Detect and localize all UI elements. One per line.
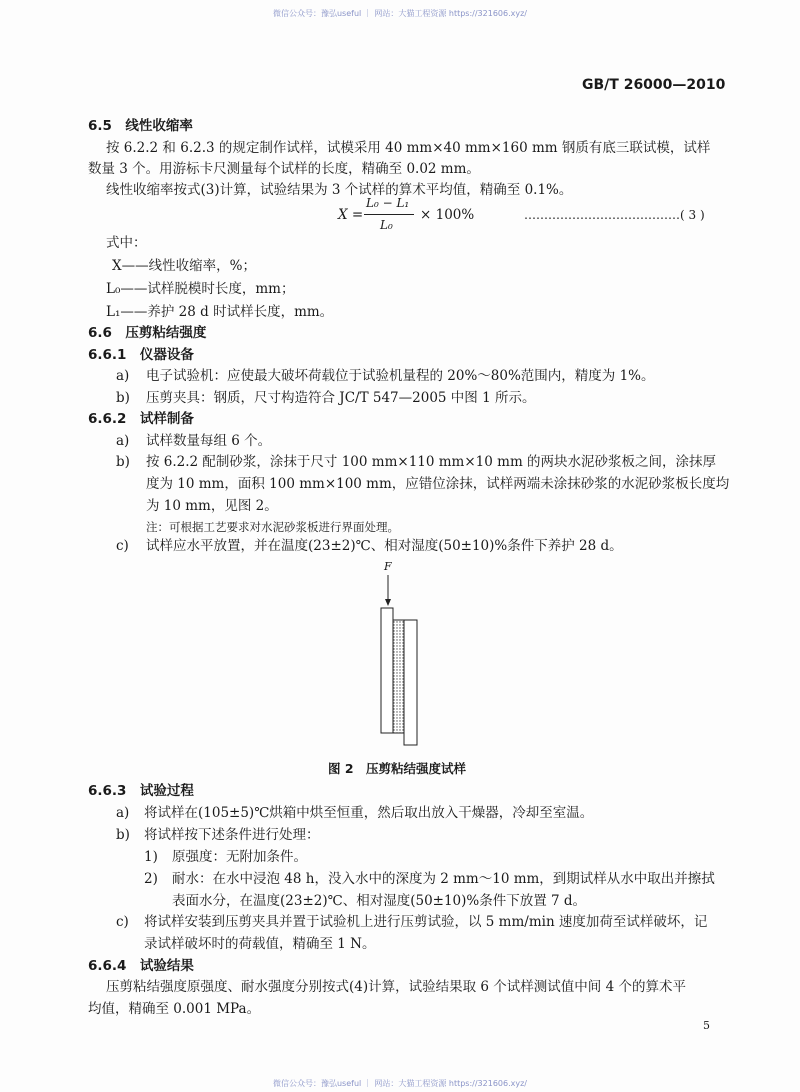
specimen-diagram xyxy=(360,555,450,750)
list-item: 试样应水平放置，并在温度(23±2)℃、相对湿度(50±10)%条件下养护 28 d。 xyxy=(146,538,623,554)
formula-numerator: L₀ − L₁ xyxy=(366,196,410,210)
list-marker: b) xyxy=(116,390,130,406)
formula-tail: × 100% xyxy=(420,207,475,223)
paragraph: 均值，精确至 0.001 MPa。 xyxy=(88,1001,261,1017)
paragraph: 压剪粘结强度原强度、耐水强度分别按式(4)计算，试验结果取 6 个试样测试值中间 4 个的算术平 xyxy=(106,979,686,995)
list-item: 将试样按下述条件进行处理： xyxy=(144,827,320,843)
list-marker: c) xyxy=(116,914,129,930)
list-marker: a) xyxy=(116,368,130,384)
list-item: 将试样在(105±5)℃烘箱中烘至恒重，然后取出放入干燥器，冷却至室温。 xyxy=(144,805,594,821)
left-cement-board xyxy=(381,608,393,733)
standard-number-header: GB/T 26000—2010 xyxy=(582,77,726,93)
list-item: 按 6.2.2 配制砂浆，涂抹于尺寸 100 mm×110 mm×10 mm 的两块水泥砂浆板之间，涂抹厚 xyxy=(146,454,717,470)
figure-caption: 图 2 压剪粘结强度试样 xyxy=(328,761,467,776)
variable-definition: L₁——养护 28 d 时试样长度，mm。 xyxy=(106,304,334,320)
fraction-bar xyxy=(364,214,414,215)
section-6-6-1-heading: 6.6.1 仪器设备 xyxy=(88,347,194,363)
formula-denominator: L₀ xyxy=(380,218,393,232)
sublist-marker: 1) xyxy=(144,849,158,865)
paragraph: 线性收缩率按式(3)计算，试验结果为 3 个试样的算术平均值，精确至 0.1%。 xyxy=(106,182,573,198)
section-6-6-heading: 6.6 压剪粘结强度 xyxy=(88,325,207,341)
list-item: 将试样安装到压剪夹具并置于试验机上进行压剪试验，以 5 mm/min 速度加荷至试样破坏，记 xyxy=(144,914,708,930)
sublist-marker: 2) xyxy=(144,871,158,887)
formula-lhs: X = xyxy=(338,207,364,223)
section-6-6-4-heading: 6.6.4 试验结果 xyxy=(88,958,194,974)
list-item-continued: 录试样破坏时的荷载值，精确至 1 N。 xyxy=(144,936,376,952)
mortar-layer xyxy=(393,620,404,733)
page-number: 5 xyxy=(703,1019,710,1032)
note: 注：可根据工艺要求对水泥砂浆板进行界面处理。 xyxy=(146,520,399,534)
figure-2 xyxy=(360,555,450,750)
section-6-6-2-heading: 6.6.2 试样制备 xyxy=(88,411,194,427)
sublist-item: 原强度：无附加条件。 xyxy=(172,849,307,865)
paragraph: 按 6.2.2 和 6.2.3 的规定制作试样，试模采用 40 mm×40 mm×160 mm 钢质有底三联试模，试样 xyxy=(106,140,711,156)
where-label: 式中： xyxy=(106,235,147,251)
variable-definition: L₀——试样脱模时长度，mm； xyxy=(106,281,295,297)
list-marker: b) xyxy=(116,827,130,843)
force-label: F xyxy=(384,560,392,573)
list-item: 压剪夹具：钢质，尺寸构造符合 JC/T 547—2005 中图 1 所示。 xyxy=(146,390,536,406)
watermark-top: 微信公众号：豫弘useful ｜ 网站：大猫工程资源 https://321606.xyz/ xyxy=(272,9,528,18)
list-item: 电子试验机：应使最大破坏荷载位于试验机量程的 20%～80%范围内，精度为 1%。 xyxy=(146,368,655,384)
list-marker: b) xyxy=(116,454,130,470)
formula-number: …………………………………( 3 ) xyxy=(524,208,705,222)
list-item-continued: 为 10 mm，见图 2。 xyxy=(146,498,278,514)
list-marker: a) xyxy=(116,805,130,821)
list-marker: a) xyxy=(116,433,130,449)
sublist-item-continued: 表面水分，在温度(23±2)℃、相对湿度(50±10)%条件下放置 7 d。 xyxy=(172,893,587,909)
section-6-6-3-heading: 6.6.3 试验过程 xyxy=(88,783,194,799)
right-cement-board xyxy=(404,620,417,745)
list-marker: c) xyxy=(116,538,129,554)
sublist-item: 耐水：在水中浸泡 48 h，没入水中的深度为 2 mm～10 mm，到期试样从水中取出并擦拭 xyxy=(172,871,715,887)
list-item: 试样数量每组 6 个。 xyxy=(146,433,272,449)
list-item-continued: 度为 10 mm，面积 100 mm×100 mm，应错位涂抹，试样两端未涂抹砂浆的水泥砂浆板长度均 xyxy=(146,476,730,492)
section-6-5-heading: 6.5 线性收缩率 xyxy=(88,118,193,134)
variable-definition: X——线性收缩率，%； xyxy=(112,258,256,274)
paragraph: 数量 3 个。用游标卡尺测量每个试样的长度，精确至 0.02 mm。 xyxy=(88,161,480,177)
watermark-bottom: 微信公众号：豫弘useful ｜ 网站：大猫工程资源 https://321606.xyz/ xyxy=(272,1079,528,1088)
